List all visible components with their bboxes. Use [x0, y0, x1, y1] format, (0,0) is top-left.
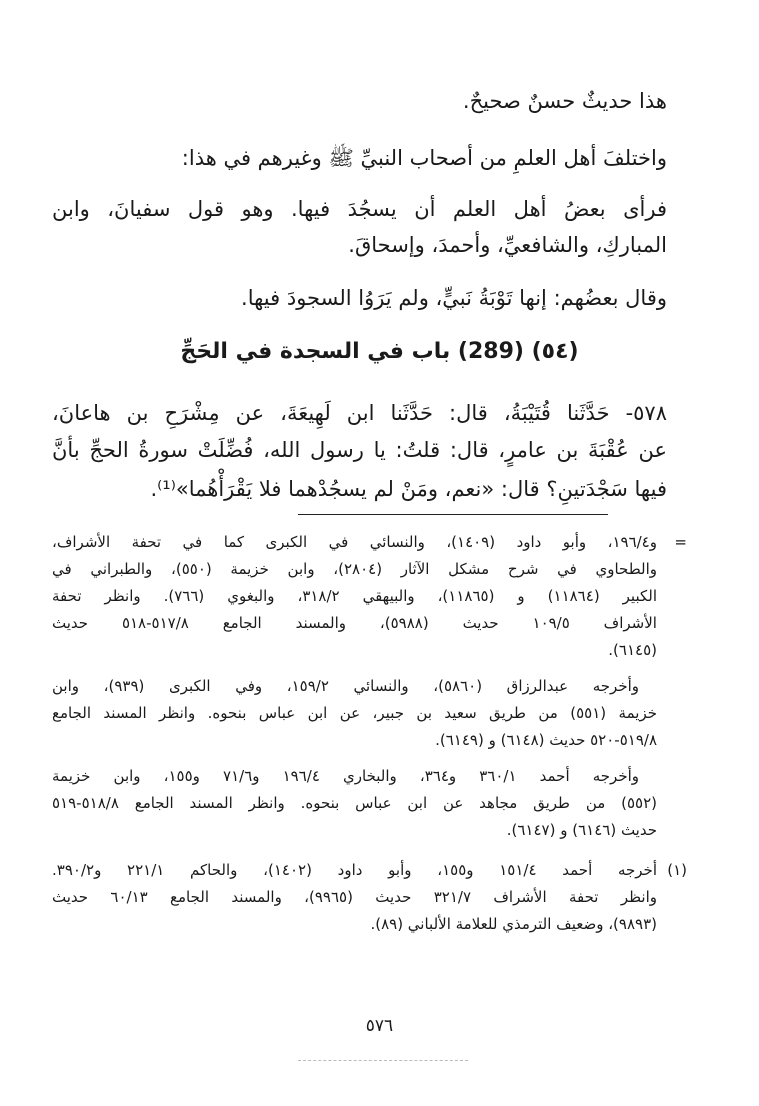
bottom-scan-line	[298, 1060, 468, 1061]
chapter-heading: (٥٤) (289) باب في السجدة في الحَجِّ	[180, 339, 579, 364]
hadith-line-2: عن عُقْبَةَ بن عامرٍ، قال: قلتُ: يا رسول الله، فُضِّلَتْ سورةُ الحجِّ بأنَّ	[52, 438, 667, 462]
body-line-2: واختلفَ أهل العلمِ من أصحاب النبيِّ ﷺ وغيرهم في هذا:	[181, 146, 667, 170]
page-number: ٥٧٦	[365, 1016, 394, 1036]
footnote-line: أخرجه أحمد ١٥١/٤ و١٥٥، وأبو داود (١٤٠٢)، والحاكم ٢٢١/١ و٣٩٠/٢.	[52, 861, 657, 879]
footnote-line: وأخرجه أحمد ٣٦٠/١ و٣٦٤، والبخاري ١٩٦/٤ و٧١/٦ و١٥٥، وابن خزيمة	[52, 767, 640, 785]
footnote-separator	[298, 514, 608, 515]
footnote-line: حديث (٦١٤٦) و (٦١٤٧).	[506, 821, 657, 839]
footnote-continuation-marker: =	[674, 533, 687, 551]
body-line-4: المباركِ، والشافعيِّ، وأحمدَ، وإسحاقَ.	[348, 233, 667, 257]
footnote-number-marker: (١)	[667, 861, 687, 879]
footnote-line: (٦١٤٥).	[608, 641, 657, 659]
footnote-line: ٥١٩/٨-٥٢٠ حديث (٦١٤٨) و (٦١٤٩).	[435, 731, 657, 749]
footnote-line: وأخرجه عبدالرزاق (٥٨٦٠)، والنسائي ١٥٩/٢، وفي الكبرى (٩٣٩)، وابن	[52, 677, 640, 695]
body-line-3: فرأى بعضُ أهل العلم أن يسجُدَ فيها. وهو قول سفيانَ، وابن	[52, 197, 667, 221]
footnote-line: وانظر تحفة الأشراف ٣٢١/٧ حديث (٩٩٦٥)، والمسند الجامع ٦٠/١٣ حديث	[52, 888, 657, 906]
hadith-line-3: فيها سَجْدَتينِ؟ قال: «نعم، ومَنْ لم يسجُدْهما فلا يَقْرَأْهُما»⁽¹⁾.	[150, 477, 667, 501]
footnote-line: (٩٨٩٣)، وضعيف الترمذي للعلامة الألباني (٨٩).	[370, 915, 657, 933]
footnote-line: الأشراف ١٠٩/٥ حديث (٥٩٨٨)، والمسند الجامع ٥١٧/٨-٥١٨ حديث	[52, 614, 657, 632]
footnote-line: (٥٥٢) من طريق مجاهد عن ابن عباس بنحوه. وانظر المسند الجامع ٥١٨/٨-٥١٩	[52, 794, 657, 812]
footnote-line: و١٩٦/٤، وأبو داود (١٤٠٩)، والنسائي في الكبرى كما في تحفة الأشراف،	[52, 533, 657, 551]
body-line-1: هذا حديثٌ حسنٌ صحيحٌ.	[462, 89, 667, 113]
hadith-line-1: ٥٧٨- حَدَّثَنا قُتَيْبَةُ، قال: حَدَّثَنا ابن لَهِيعَةَ، عن مِشْرَحِ بن هاعانَ،	[52, 401, 667, 425]
footnote-line: خزيمة (٥٥١) من طريق سعيد بن جبير، عن ابن عباس بنحوه. وانظر المسند الجامع	[52, 704, 657, 722]
footnote-line: الكبير (١١٨٦٤) و (١١٨٦٥)، والبيهقي ٣١٨/٢، والبغوي (٧٦٦). وانظر تحفة	[52, 587, 657, 605]
body-line-5: وقال بعضُهم: إنها تَوْبَةُ نَبيٍّ، ولم يَرَوُا السجودَ فيها.	[241, 286, 667, 310]
footnote-line: والطحاوي في شرح مشكل الآثار (٢٨٠٤)، وابن خزيمة (٥٥٠)، والطبراني في	[52, 560, 658, 578]
